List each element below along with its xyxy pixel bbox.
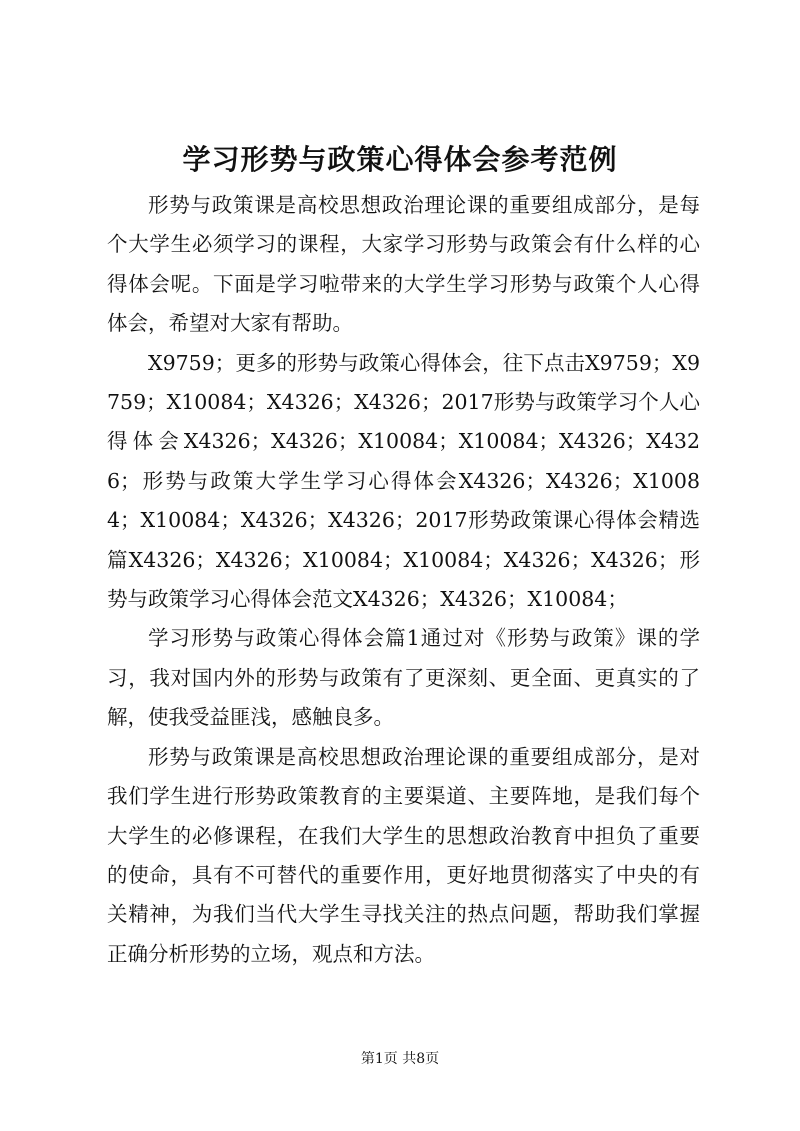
page-footer: 第1页 共8页: [360, 1051, 440, 1067]
intro-paragraph: 形势与政策课是高校思想政治理论课的重要组成部分，是每个大学生必须学习的课程，大家学习形势与政策会有什么样的心得体会呢。下面是学习啦带来的大学生学习形势与政策个人心得体会，希望对大家有帮助。: [107, 193, 700, 336]
article-paragraph-2: 形势与政策课是高校思想政治理论课的重要组成部分，是对我们学生进行形势政策教育的主要渠道、主要阵地，是我们每个大学生的必修课程，在我们大学生的思想政治教育中担负了重要的使命，具有不可替代的重要作用，更好地贯彻落实了中央的有关精神，为我们当代大学生寻找关注的热点问题，帮助我们掌握正确分析形势的立场，观点和方法。: [107, 744, 700, 966]
article-paragraph-1: 学习形势与政策心得体会篇1通过对《形势与政策》课的学习，我对国内外的形势与政策有了更深刻、更全面、更真实的了解，使我受益匪浅，感触良多。: [107, 626, 700, 730]
document-body: [107, 186, 700, 974]
document-title: 学习形势与政策心得体会参考范例: [182, 143, 618, 176]
related-links-paragraph: X9759；更多的形势与政策心得体会，往下点击X9759；X9759；X10084；X4326；X4326；2017形势与政策学习个人心得体会X4326；X4326；X10084；X10084；X4326；X4326；形势与政策大学生学习心得体会X4326；X4326；X10084；X10084；X4326；X4326；2017形势政策课心得体会精选篇X4326；X4326；X10084；X10084；X4326；X4326；形势与政策学习心得体会范文X4326；X4326；X10084；: [107, 350, 700, 612]
